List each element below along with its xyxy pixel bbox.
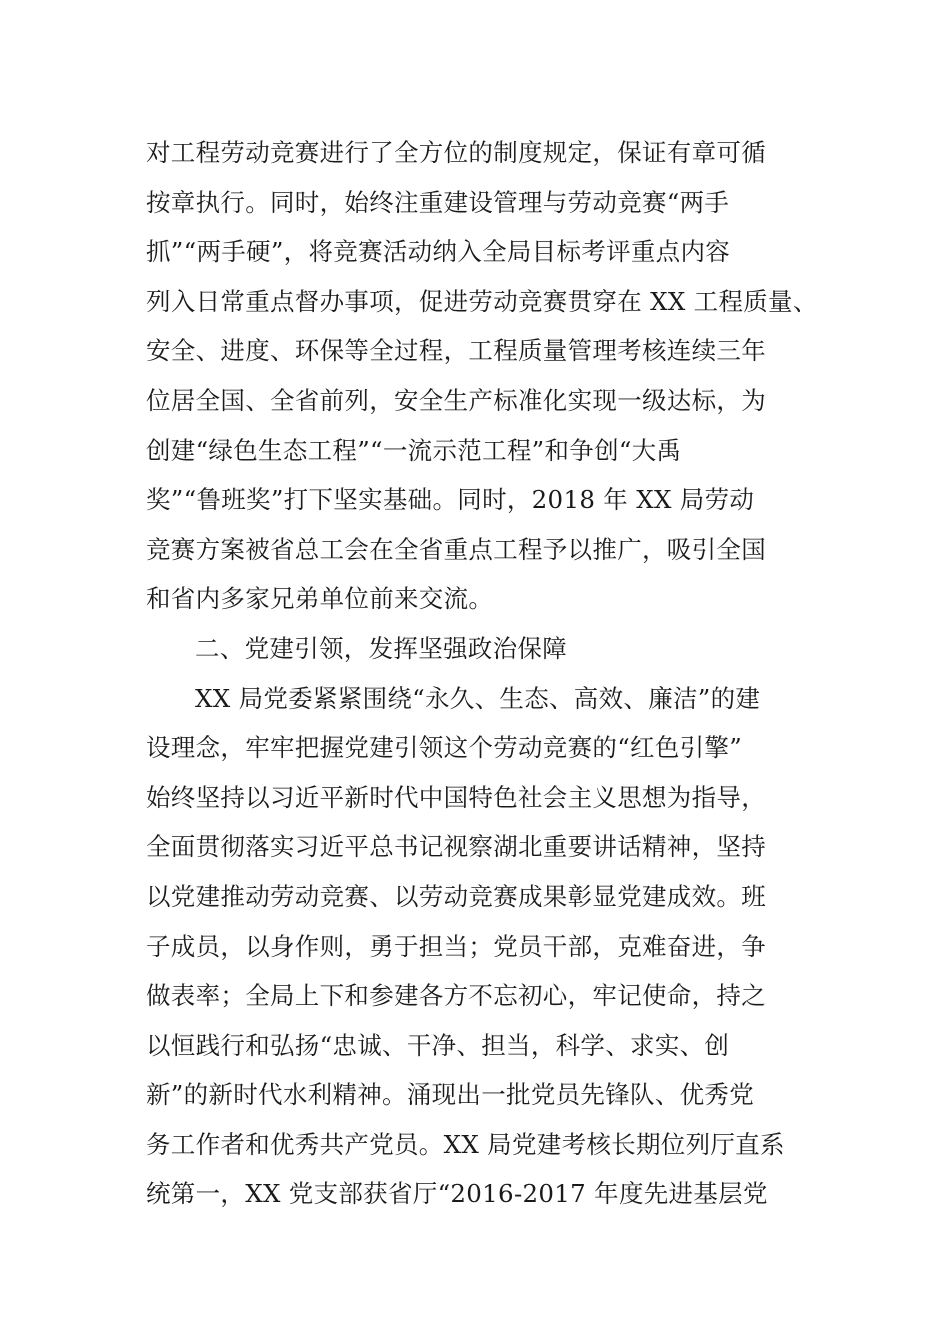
text-line: 统第一，XX 党支部获省厅“2016-2017 年度先进基层党	[146, 1179, 768, 1209]
text-line: 子成员，以身作则，勇于担当；党员干部，克难奋进，争	[146, 931, 766, 961]
text-line: 以恒践行和弘扬“忠诚、干净、担当，科学、求实、创	[146, 1030, 730, 1060]
text-line: 全面贯彻落实习近平总书记视察湖北重要讲话精神，坚持	[146, 832, 766, 862]
text-line: 奖”“鲁班奖”打下坚实基础。同时，2018 年 XX 局劳动	[146, 485, 755, 515]
text-line: 按章执行。同时，始终注重建设管理与劳动竞赛“两手	[146, 187, 730, 217]
text-line: 对工程劳动竞赛进行了全方位的制度规定，保证有章可循	[146, 138, 766, 167]
text-line: 设理念，牢牢把握党建引领这个劳动竞赛的“红色引擎”	[146, 733, 743, 763]
text-line: 竞赛方案被省总工会在全省重点工程予以推广，吸引全国	[146, 534, 766, 564]
text-line: 务工作者和优秀共产党员。XX 局党建考核长期位列厅直系	[146, 1129, 785, 1159]
text-line: 始终坚持以习近平新时代中国特色社会主义思想为指导，	[146, 782, 766, 812]
text-line: 和省内多家兄弟单位前来交流。	[146, 584, 494, 614]
text-line: 安全、进度、环保等全过程，工程质量管理考核连续三年	[146, 336, 766, 366]
text-line: 位居全国、全省前列，安全生产标准化实现一级达标，为	[146, 385, 766, 415]
text-line: 抓”“两手硬”，将竞赛活动纳入全局目标考评重点内容	[146, 237, 731, 267]
text-line: 列入日常重点督办事项，促进劳动竞赛贯穿在 XX 工程质量、	[146, 286, 818, 316]
text-line: 以党建推动劳动竞赛、以劳动竞赛成果彰显党建成效。班	[146, 881, 766, 911]
text-line: 创建“绿色生态工程”“一流示范工程”和争创“大禹	[146, 435, 682, 465]
section-heading: 二、党建引领，发挥坚强政治保障	[195, 633, 567, 663]
text-line: XX 局党委紧紧围绕“永久、生态、高效、廉洁”的建	[195, 683, 761, 713]
text-line: 做表率；全局上下和参建各方不忘初心，牢记使命，持之	[146, 981, 766, 1011]
body-text	[146, 128, 846, 1219]
text-line: 新”的新时代水利精神。涌现出一批党员先锋队、优秀党	[146, 1080, 755, 1110]
